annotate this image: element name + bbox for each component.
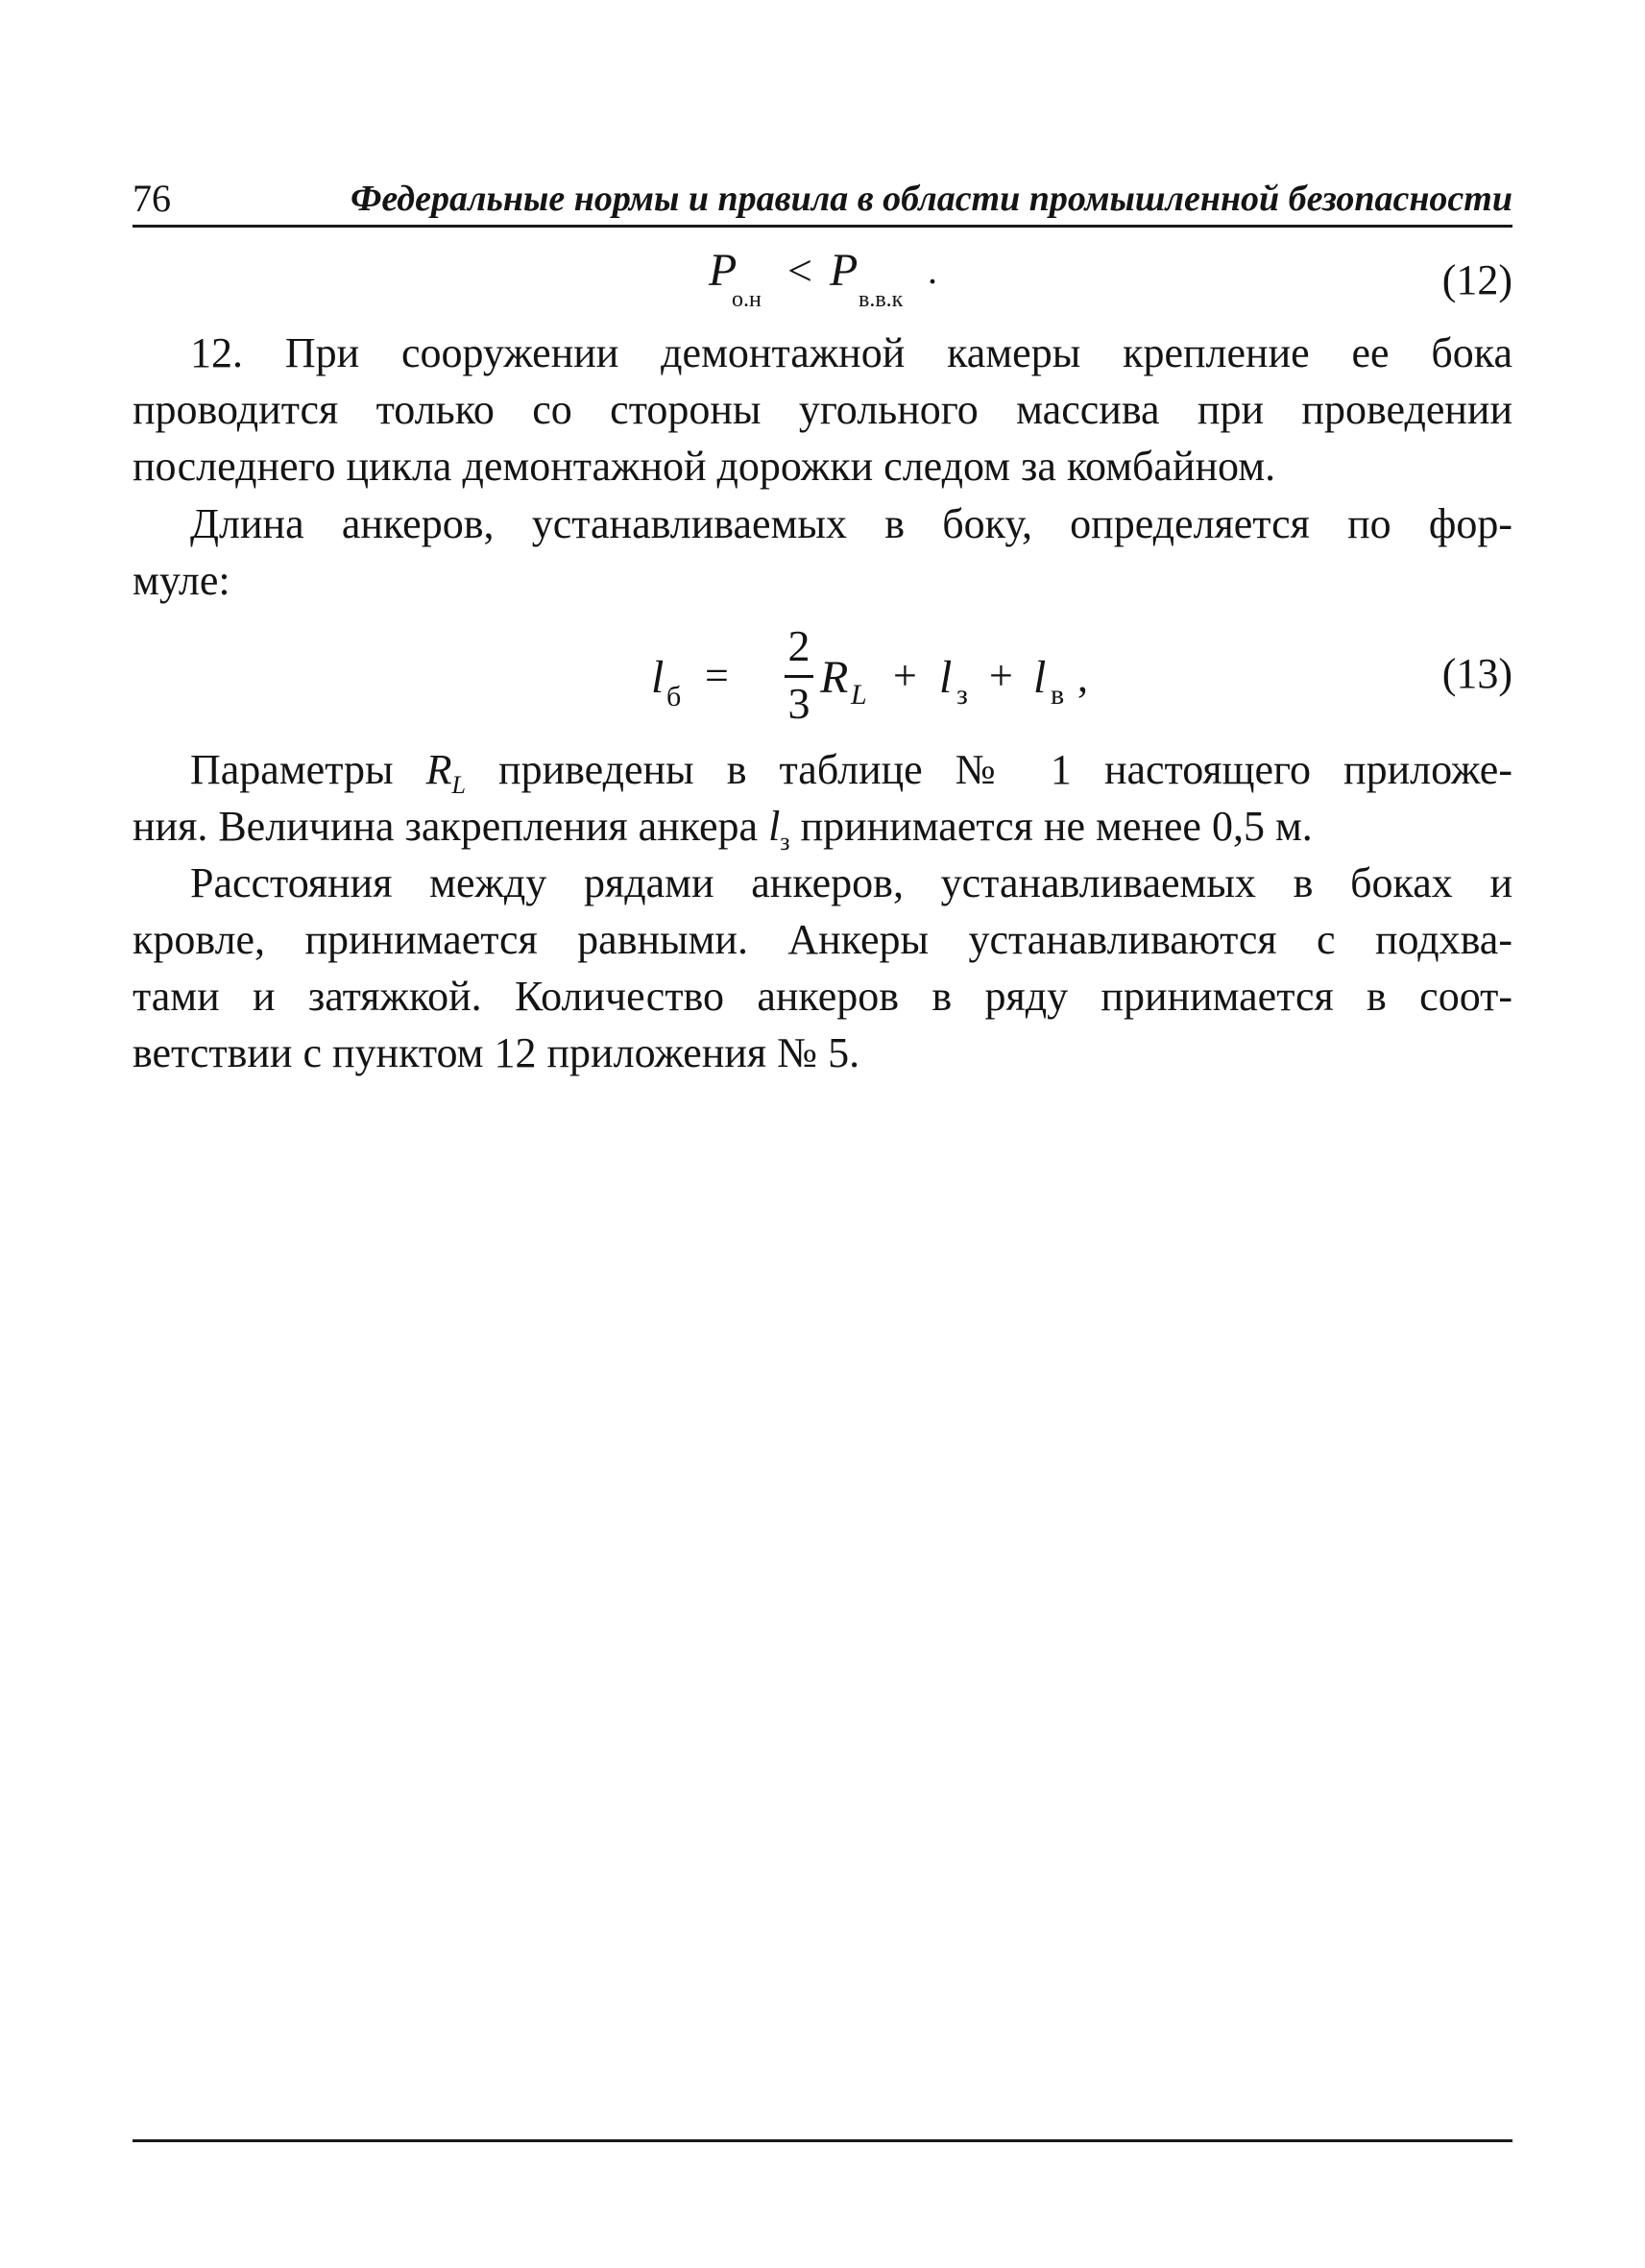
footer-rule (133, 2139, 1512, 2142)
formula-12-expression (709, 242, 1093, 319)
document-page (133, 0, 1512, 2268)
paragraph-12-text (133, 325, 1512, 495)
formula-13-equals: = (705, 652, 729, 699)
text-run: принимается не менее 0,5 м. (789, 803, 1313, 850)
formula-13-expression (651, 616, 1150, 736)
formula-12-lhs-subscript: о.н (732, 287, 762, 312)
page-number: 76 (133, 177, 171, 220)
formula-12-lhs-symbol: P (709, 245, 738, 296)
inline-math-symbol: l (768, 803, 781, 850)
paragraph-line: ветствии с пунктом 12 приложения № 5. (133, 1029, 860, 1076)
formula-13-term-3-subscript: в (1051, 679, 1065, 711)
text-run: приведены в таблице № 1 настоящего приложе- (465, 746, 1512, 793)
paragraph-line: проводится только со стороны угольного массива при проведении (133, 386, 1512, 433)
anchor-length-intro (133, 495, 1512, 609)
formula-13-fraction-denominator: 3 (787, 679, 810, 728)
formula-12-trailing: . (928, 249, 937, 292)
paragraph-line (133, 798, 1512, 855)
inline-math-subscript: з (780, 828, 790, 855)
formula-13 (133, 616, 1512, 736)
anchor-spacing-paragraph (133, 855, 1512, 1081)
formula-12 (133, 242, 1512, 319)
formula-13-lhs-symbol: l (651, 652, 665, 703)
paragraph-line (133, 741, 1512, 798)
text-run: ния. Величина закрепления анкера (133, 803, 769, 850)
formula-13-term-2-subscript: з (956, 679, 968, 711)
formula-12-rhs-symbol: P (830, 245, 859, 296)
paragraph-line: Длина анкеров, устанавливаемых в боку, определяется по фор- (190, 500, 1512, 547)
formula-13-term-1-subscript: L (851, 679, 867, 711)
formula-12-rhs-subscript: в.в.к (859, 287, 904, 312)
formula-12-number: (12) (1441, 256, 1512, 303)
paragraph-line: муле: (133, 557, 230, 604)
formula-13-plus-1: + (893, 652, 917, 699)
formula-13-fraction-bar (785, 675, 813, 678)
formula-13-term-2-symbol: l (939, 652, 953, 703)
running-header (133, 171, 1512, 228)
running-header-title: Федеральные нормы и правила в области промышленной безопасности (351, 179, 1512, 219)
parameters-paragraph (133, 741, 1512, 855)
formula-13-fraction-numerator: 2 (787, 621, 810, 670)
paragraph-line: последнего цикла демонтажной дорожки следом за комбайном. (133, 443, 1276, 490)
paragraph-line: Расстояния между рядами анкеров, устанавливаемых в боках и (190, 859, 1512, 906)
inline-math-symbol: R (425, 746, 452, 793)
formula-13-term-1-symbol: R (820, 652, 849, 703)
formula-12-operator: < (787, 246, 812, 295)
inline-math-subscript: L (451, 771, 466, 798)
paragraph-line: 12. При сооружении демонтажной камеры крепление ее бока (190, 329, 1512, 376)
paragraph-line: кровле, принимается равными. Анкеры устанавливаются с подхва- (133, 916, 1512, 963)
text-run: Параметры (190, 746, 426, 793)
formula-13-plus-2: + (989, 652, 1013, 699)
formula-13-number: (13) (1441, 650, 1512, 697)
paragraph-line: тами и затяжкой. Количество анкеров в ряду принимается в соот- (133, 973, 1512, 1020)
formula-13-lhs-subscript: б (666, 681, 682, 712)
formula-13-trailing: , (1077, 654, 1088, 701)
formula-13-term-3-symbol: l (1033, 652, 1047, 703)
